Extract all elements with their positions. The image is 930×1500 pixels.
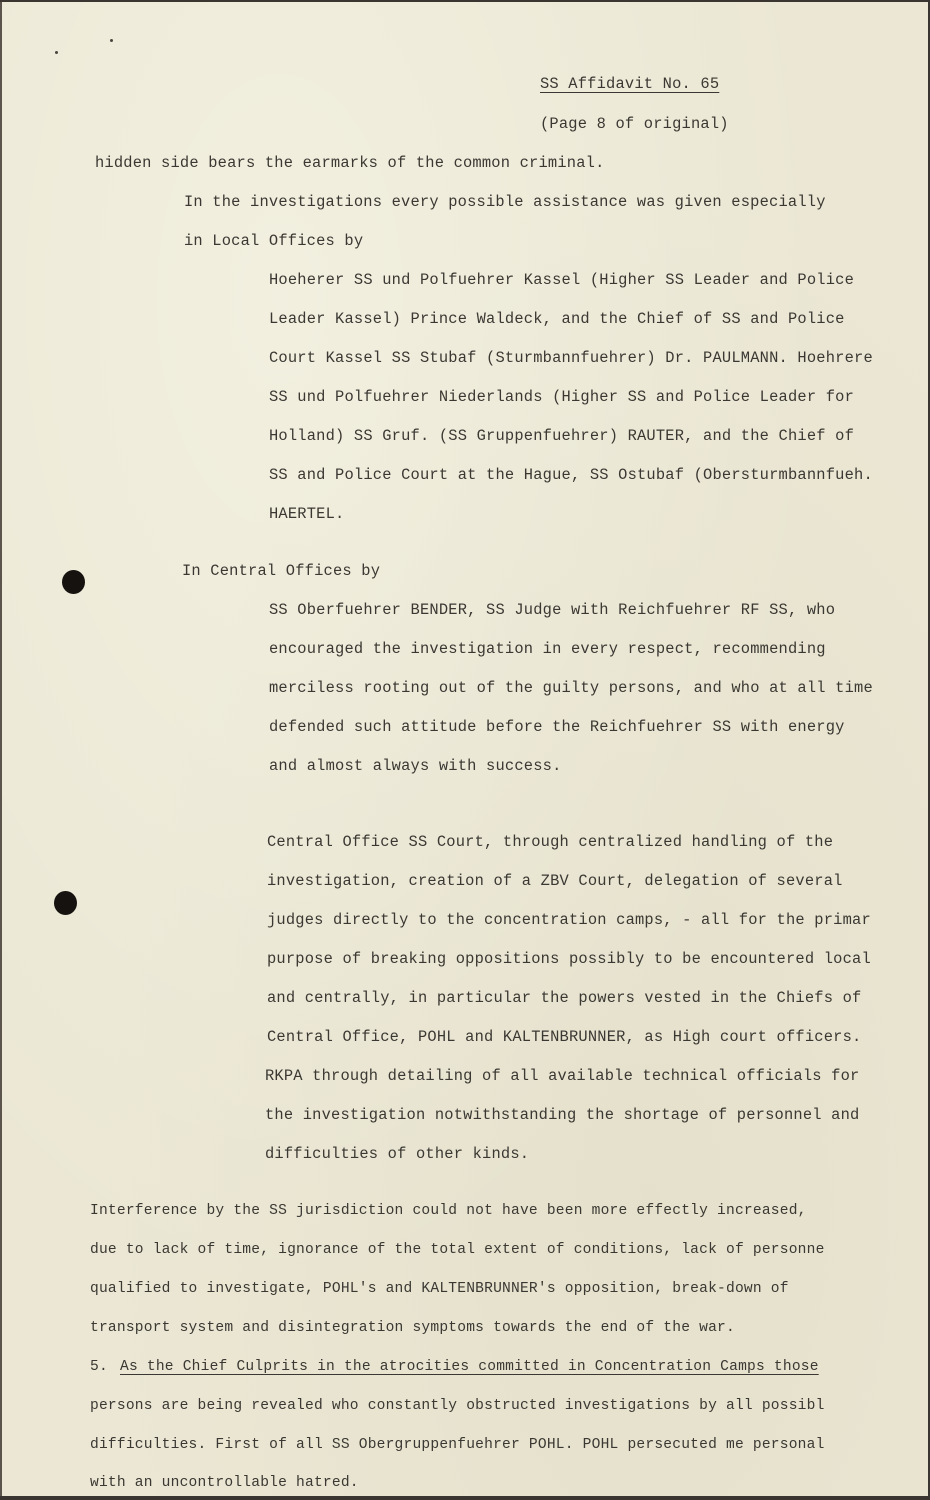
paper-speck	[110, 39, 113, 42]
text-line: judges directly to the concentration camps, - all for the primar	[267, 911, 871, 929]
punch-hole-icon	[54, 891, 77, 915]
text-line: Court Kassel SS Stubaf (Sturmbannfuehrer) Dr. PAULMANN. Hoehrere	[269, 349, 873, 367]
text-line: in Local Offices by	[184, 232, 364, 250]
punch-hole-icon	[62, 570, 85, 594]
text-line: purpose of breaking oppositions possibly to be encountered local	[267, 950, 871, 968]
text-line: hidden side bears the earmarks of the common criminal.	[95, 154, 605, 172]
text-line: qualified to investigate, POHL's and KALTENBRUNNER's opposition, break-down of	[90, 1281, 789, 1297]
text-line: In the investigations every possible assistance was given especially	[184, 193, 826, 211]
text-line: Hoeherer SS und Polfuehrer Kassel (Higher SS Leader and Police	[269, 271, 855, 289]
text-line: persons are being revealed who constantly obstructed investigations by all possibl	[90, 1398, 825, 1414]
text-line: Interference by the SS jurisdiction could not have been more effectly increased,	[90, 1203, 807, 1219]
text-line: Central Office, POHL and KALTENBRUNNER, as High court officers.	[267, 1028, 862, 1046]
text-line: the investigation notwithstanding the shortage of personnel and	[265, 1106, 860, 1124]
text-line: due to lack of time, ignorance of the total extent of conditions, lack of personne	[90, 1242, 825, 1258]
text-line: difficulties of other kinds.	[265, 1145, 530, 1163]
text-line: HAERTEL.	[269, 505, 345, 523]
text-line: RKPA through detailing of all available technical officials for	[265, 1067, 860, 1085]
section-number: 5.	[90, 1359, 108, 1375]
text-line: Leader Kassel) Prince Waldeck, and the Chief of SS and Police	[269, 310, 845, 328]
text-line: defended such attitude before the Reichfuehrer SS with energy	[269, 718, 845, 736]
text-line: and centrally, in particular the powers vested in the Chiefs of	[267, 989, 862, 1007]
text-line: SS Oberfuehrer BENDER, SS Judge with Reichfuehrer RF SS, who	[269, 601, 836, 619]
text-line: transport system and disintegration symptoms towards the end of the war.	[90, 1320, 735, 1336]
text-line: investigation, creation of a ZBV Court, delegation of several	[267, 872, 843, 890]
document-title: SS Affidavit No. 65	[540, 75, 720, 93]
document-page	[0, 2, 928, 1496]
paper-speck	[55, 51, 58, 54]
text-line: with an uncontrollable hatred.	[90, 1475, 359, 1491]
text-line: merciless rooting out of the guilty persons, and who at all time	[269, 679, 873, 697]
text-line: SS and Police Court at the Hague, SS Ostubaf (Obersturmbannfueh.	[269, 466, 873, 484]
text-line: encouraged the investigation in every respect, recommending	[269, 640, 826, 658]
text-line: In Central Offices by	[182, 562, 381, 580]
text-line: and almost always with success.	[269, 757, 562, 775]
section-heading: As the Chief Culprits in the atrocities committed in Concentration Camps those	[120, 1359, 819, 1375]
text-line: Holland) SS Gruf. (SS Gruppenfuehrer) RAUTER, and the Chief of	[269, 427, 855, 445]
text-line: difficulties. First of all SS Obergruppenfuehrer POHL. POHL persecuted me personal	[90, 1437, 825, 1453]
text-line: SS und Polfuehrer Niederlands (Higher SS and Police Leader for	[269, 388, 855, 406]
page-reference: (Page 8 of original)	[540, 115, 729, 133]
text-line: Central Office SS Court, through centralized handling of the	[267, 833, 834, 851]
